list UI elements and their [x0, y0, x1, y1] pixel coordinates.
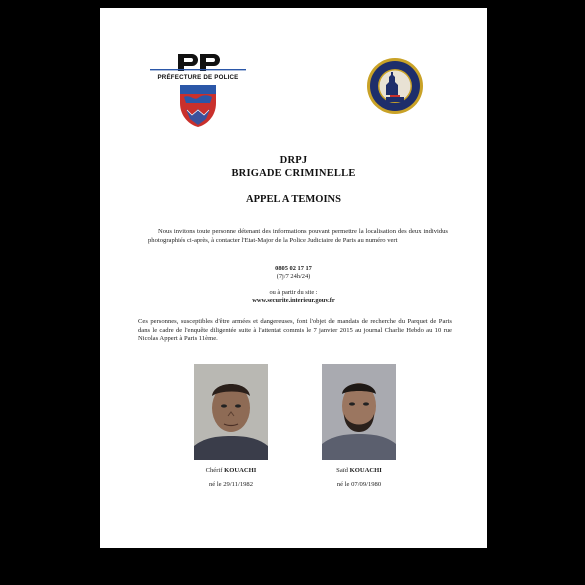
site-link: www.securite.interieur.gouv.fr: [252, 297, 335, 304]
suspect-2-caption: [304, 466, 414, 475]
drpj-seal-icon: [366, 57, 424, 115]
wanted-notice-page: [100, 8, 487, 548]
pp-monogram-icon: [148, 52, 248, 72]
header-line1: DRPJ: [279, 155, 308, 166]
warning-paragraph: Ces personnes, susceptibles d'être armées et dangereuses, font l'objet de mandats de recherche du Parquet de Paris dans le cadre de l'enquête diligentée suite à l'attentat commis le 7 janvier 2015 au journal Charlie Hebdo au 10 rue Nicolas Appert à Paris 11ème.: [138, 318, 452, 343]
intro-paragraph: Nous invitons toute personne détenant des informations pouvant permettre la localisation des deux individus photographiés ci-après, à contacter l'Etat-Major de la Police Judiciaire de Paris au numéro vert: [148, 228, 448, 244]
header-line2: BRIGADE CRIMINELLE: [231, 168, 356, 179]
suspect-1-birthdate: né le 29/11/1982: [208, 481, 254, 488]
phone-hours: (7j/7 24h/24): [276, 273, 311, 280]
suspect-1-caption: [176, 466, 286, 475]
phone-number: 0805 02 17 17: [275, 265, 312, 272]
suspect-1-lastname: KOUACHI: [224, 467, 257, 474]
bottom-black-bar: [100, 548, 487, 585]
prefecture-logo: [148, 52, 248, 81]
notice-title: APPEL A TEMOINS: [246, 194, 341, 205]
suspect-photo-1: [194, 364, 268, 460]
suspect-photo-2: [322, 364, 396, 460]
suspect-2-lastname: KOUACHI: [349, 467, 382, 474]
shield-icon: [178, 83, 218, 129]
suspect-1-firstname: Chérif: [205, 467, 223, 474]
prefecture-label: PRÉFECTURE DE POLICE: [157, 74, 239, 81]
suspect-2-firstname: Saïd: [336, 467, 348, 474]
suspect-2-birthdate: né le 07/09/1980: [336, 481, 382, 488]
site-intro: ou à partir du site :: [269, 289, 318, 296]
